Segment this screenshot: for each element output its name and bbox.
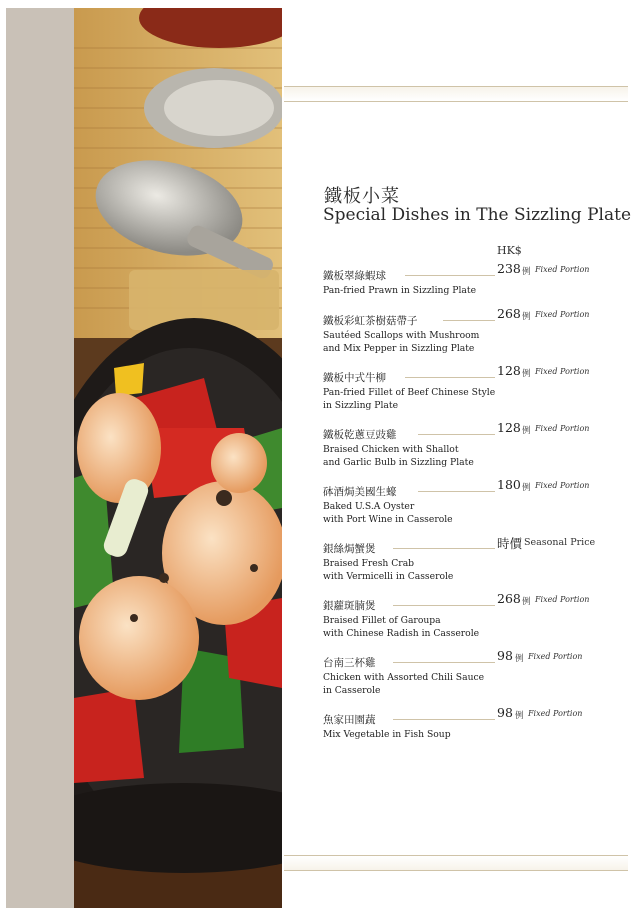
leader-line — [393, 605, 495, 606]
left-decorative-band — [6, 8, 74, 908]
item-price: 268 — [497, 591, 521, 606]
item-portion: Fixed Portion — [535, 367, 590, 376]
item-portion: Fixed Portion — [528, 652, 583, 661]
item-portion: Seasonal Price — [524, 537, 596, 548]
menu-item — [323, 420, 593, 469]
item-unit: 例 — [515, 654, 524, 664]
leader-line — [405, 377, 495, 378]
menu-item — [323, 591, 593, 640]
item-name-english: Sautéed Scallops with Mushroom and Mix Pepper in Sizzling Plate — [323, 330, 480, 354]
leader-line — [393, 662, 495, 663]
item-name-chinese: 鐵板中式牛柳 — [323, 372, 386, 384]
item-price: 180 — [497, 477, 521, 492]
item-unit: 例 — [522, 597, 531, 607]
item-name-chinese: 砵酒焗美國生蠔 — [323, 486, 397, 498]
item-name-chinese: 銀絲焗蟹煲 — [323, 543, 376, 555]
item-portion: Fixed Portion — [535, 595, 590, 604]
item-name-chinese: 鐵板翠綠蝦球 — [323, 270, 386, 282]
leader-line — [405, 275, 495, 276]
leader-line — [393, 548, 495, 549]
item-price: 238 — [497, 261, 521, 276]
item-portion: Fixed Portion — [535, 424, 590, 433]
item-name-english: Chicken with Assorted Chili Sauce in Casserole — [323, 672, 485, 696]
item-name-english: Braised Fresh Crab with Vermicelli in Casserole — [323, 558, 454, 582]
item-portion: Fixed Portion — [528, 709, 583, 718]
leader-line — [418, 434, 495, 435]
menu-item — [323, 306, 593, 355]
item-unit: 例 — [522, 267, 531, 277]
menu-item — [323, 477, 593, 526]
currency-label: HK$ — [497, 244, 522, 257]
dish-photo — [74, 8, 282, 908]
item-price: 98 — [497, 648, 513, 663]
item-unit: 例 — [522, 312, 531, 322]
item-name-english: Pan-fried Fillet of Beef Chinese Style in Sizzling Plate — [323, 387, 496, 411]
item-portion: Fixed Portion — [535, 310, 590, 319]
item-price: 128 — [497, 420, 521, 435]
item-portion: Fixed Portion — [535, 481, 590, 490]
bottom-divider — [284, 855, 628, 871]
section-title-chinese: 鐵板小菜 — [324, 186, 400, 207]
menu-item — [323, 363, 593, 412]
item-name-english: Pan-fried Prawn in Sizzling Plate — [323, 285, 477, 296]
menu-item — [323, 705, 593, 741]
leader-line — [393, 719, 495, 720]
item-name-chinese: 銀蘿斑腩煲 — [323, 600, 376, 612]
item-unit: 例 — [522, 426, 531, 436]
item-unit: 例 — [522, 483, 531, 493]
section-title-english: Special Dishes in The Sizzling Plate — [323, 205, 632, 225]
menu-item — [323, 536, 596, 583]
item-name-english: Braised Fillet of Garoupa with Chinese Radish in Casserole — [323, 615, 480, 639]
menu-item — [323, 648, 593, 697]
item-price: 268 — [497, 306, 521, 321]
item-price: 98 — [497, 705, 513, 720]
item-price: 128 — [497, 363, 521, 378]
item-portion: Fixed Portion — [535, 265, 590, 274]
item-name-chinese: 魚家田園蔬 — [323, 714, 376, 726]
item-name-chinese: 台南三杯雞 — [323, 657, 376, 669]
leader-line — [443, 320, 495, 321]
item-unit: 例 — [522, 369, 531, 379]
item-name-english: Braised Chicken with Shallot and Garlic Bulb in Sizzling Plate — [323, 444, 474, 468]
item-unit: 例 — [515, 711, 524, 721]
item-name-english: Baked U.S.A Oyster with Port Wine in Casserole — [323, 501, 453, 525]
item-name-english: Mix Vegetable in Fish Soup — [323, 729, 451, 740]
item-name-chinese: 鐵板乾蔥豆豉雞 — [323, 429, 397, 441]
item-name-chinese: 鐵板彩虹茶樹菇帶子 — [323, 315, 418, 327]
top-divider — [284, 86, 628, 102]
menu-item — [323, 261, 593, 297]
leader-line — [418, 491, 495, 492]
item-price: 時價 — [497, 536, 523, 551]
